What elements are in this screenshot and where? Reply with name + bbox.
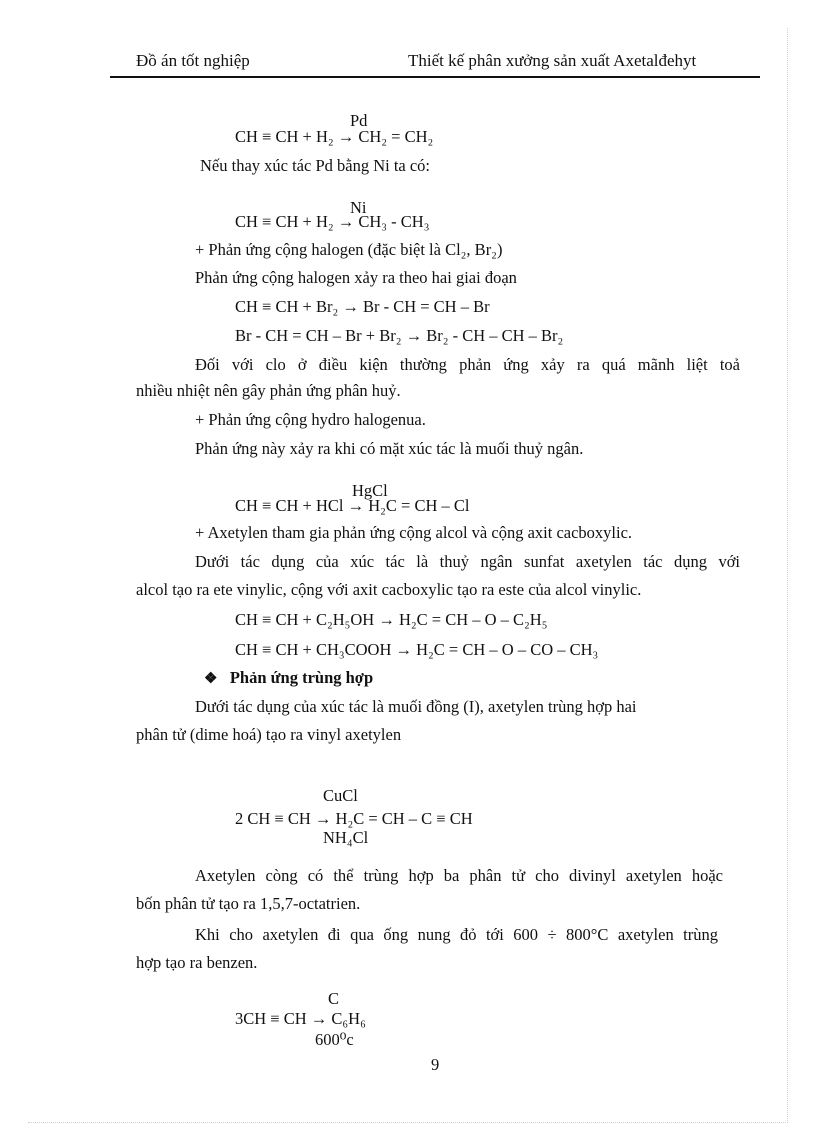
page-border-right xyxy=(787,28,788,1123)
ni-intro-line: Nếu thay xúc tác Pd bằng Ni ta có: xyxy=(200,156,431,175)
eq7-equation: CH ≡ CH + CH₃COOH → H₂C = CH – O – CO – CH₃ xyxy=(235,640,599,659)
eq9-condition-bottom: 600⁰c xyxy=(315,1030,354,1049)
eq3-equation: CH ≡ CH + Br₂ → Br - CH = CH – Br xyxy=(235,297,490,316)
eq4-equation: Br - CH = CH – Br + Br₂ → Br₂ - CH – CH – Br₂ xyxy=(235,326,564,345)
eq2-catalyst: Ni xyxy=(350,198,367,217)
sulfate-paragraph-line2: alcol tạo ra ete vinylic, cộng với axit cacboxylic tạo ra este của alcol vinylic. xyxy=(136,580,642,599)
header-right-title: Thiết kế phân xưởng sản xuất Axetalđehyt xyxy=(408,51,697,70)
mercury-line: Phản ứng này xảy ra khi có mặt xúc tác là muối thuỷ ngân. xyxy=(195,439,584,458)
eq5-equation: CH ≡ CH + HCl → H₂C = CH – Cl xyxy=(235,496,470,515)
eq8-catalyst-top: CuCl xyxy=(323,786,358,805)
section-heading xyxy=(204,668,373,689)
divinyl-paragraph-line2: bốn phân tử tạo ra 1,5,7-octatrien. xyxy=(136,894,361,913)
eq8-catalyst-bottom: NH₄Cl xyxy=(323,828,369,847)
halogen-line: + Phản ứng cộng halogen (đặc biệt là Cl₂, Br₂) xyxy=(195,240,503,259)
section-heading-text: Phản ứng trùng hợp xyxy=(229,668,374,687)
hydrohalogen-line: + Phản ứng cộng hydro halogenua. xyxy=(195,410,426,429)
eq6-equation: CH ≡ CH + C₂H₅OH → H₂C = CH – O – C₂H₅ xyxy=(235,610,548,629)
eq5-catalyst: HgCl xyxy=(352,481,388,500)
diamond-bullet-icon: ❖ xyxy=(204,671,218,687)
page-number: 9 xyxy=(431,1055,440,1074)
copper-paragraph-line2: phân tử (dime hoá) tạo ra vinyl axetylen xyxy=(136,725,402,744)
eq1-equation: CH ≡ CH + H₂ → CH₂ = CH₂ xyxy=(235,127,434,146)
eq9-equation: 3CH ≡ CH → C₆H₆ xyxy=(235,1009,366,1028)
chlorine-paragraph-line1: Đối với clo ở điều kiện thường phản ứng xảy ra quá mãnh liệt toả xyxy=(195,355,740,374)
header-rule xyxy=(110,76,760,78)
alcol-line: + Axetylen tham gia phản ứng cộng alcol và cộng axit cacboxylic. xyxy=(195,523,633,542)
sulfate-paragraph-line1: Dưới tác dụng của xúc tác là thuỷ ngân sunfat axetylen tác dụng với xyxy=(195,552,740,571)
halogen-stages-line: Phản ứng cộng halogen xảy ra theo hai giai đoạn xyxy=(195,268,517,287)
divinyl-paragraph-line1: Axetylen còng có thể trùng hợp ba phân tử cho divinyl axetylen hoặc xyxy=(195,866,723,885)
eq9-condition-top: C xyxy=(328,989,340,1008)
copper-paragraph-line1: Dưới tác dụng của xúc tác là muối đồng (I), axetylen trùng hợp hai xyxy=(195,697,637,716)
benzene-paragraph-line1: Khi cho axetylen đi qua ống nung đỏ tới 600 ÷ 800°C axetylen trùng xyxy=(195,925,718,944)
eq2-equation: CH ≡ CH + H₂ → CH₃ - CH₃ xyxy=(235,212,430,231)
chlorine-paragraph-line2: nhiều nhiệt nên gây phản ứng phân huỷ. xyxy=(136,381,401,400)
header-left-title: Đồ án tốt nghiệp xyxy=(136,51,250,70)
eq1-catalyst: Pd xyxy=(350,111,368,130)
eq8-equation: 2 CH ≡ CH → H₂C = CH – C ≡ CH xyxy=(235,809,473,828)
benzene-paragraph-line2: hợp tạo ra benzen. xyxy=(136,953,258,972)
